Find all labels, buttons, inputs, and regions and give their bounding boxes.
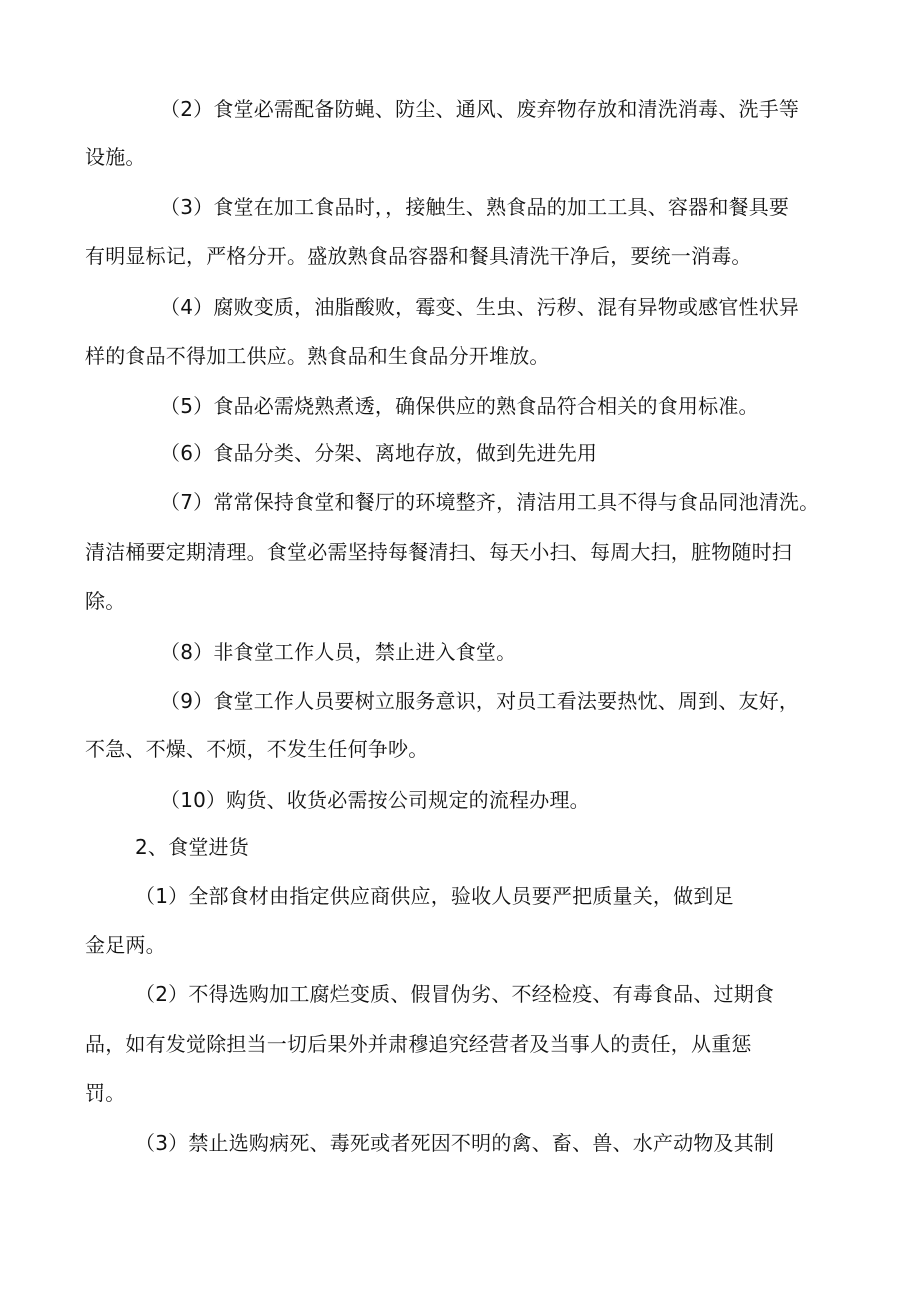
text-line: （2）不得选购加工腐烂变质、假冒伪劣、不经检疫、有毒食品、过期食 [135,982,775,1006]
text-line: （7）常常保持食堂和餐厅的环境整齐，清洁用工具不得与食品同池清洗。 [160,490,820,514]
text-line: （1）全部食材由指定供应商供应，验收人员要严把质量关，做到足 [135,884,734,908]
text-line: 有明显标记，严格分开。盛放熟食品容器和餐具清洗干净后，要统一消毒。 [85,244,752,268]
text-line: （6）食品分类、分架、离地存放，做到先进先用 [160,441,598,465]
text-line: 品，如有发觉除担当一切后果外并肃穆追究经营者及当事人的责任，从重惩 [85,1032,752,1056]
text-line: （5）食品必需烧熟煮透，确保供应的熟食品符合相关的食用标准。 [160,394,759,418]
text-line: 清洁桶要定期清理。食堂必需坚持每餐清扫、每天小扫、每周大扫，脏物随时扫 [85,540,792,564]
text-line: 不急、不燥、不烦，不发生任何争吵。 [85,737,429,761]
text-line: （3）禁止选购病死、毒死或者死因不明的禽、畜、兽、水产动物及其制 [135,1131,775,1155]
section-heading: 2、食堂进货 [135,835,249,859]
text-line: （4）腐败变质，油脂酸败，霉变、生虫、污秽、混有异物或感官性状异 [160,295,800,319]
text-line: （10）购货、收货必需按公司规定的流程办理。 [160,788,590,812]
text-line: （8）非食堂工作人员，禁止进入食堂。 [160,640,517,664]
text-line: 金足两。 [85,933,166,957]
text-line: 设施。 [85,145,146,169]
text-line: （3）食堂在加工食品时，，接触生、熟食品的加工工具、容器和餐具要 [160,195,790,219]
text-line: 罚。 [85,1081,126,1105]
text-line: （9）食堂工作人员要树立服务意识，对员工看法要热忱、周到、友好， [160,689,800,713]
text-line: （2）食堂必需配备防蝇、防尘、通风、废弃物存放和清洗消毒、洗手等 [160,97,800,121]
text-line: 除。 [85,589,126,613]
text-line: 样的食品不得加工供应。熟食品和生食品分开堆放。 [85,344,550,368]
